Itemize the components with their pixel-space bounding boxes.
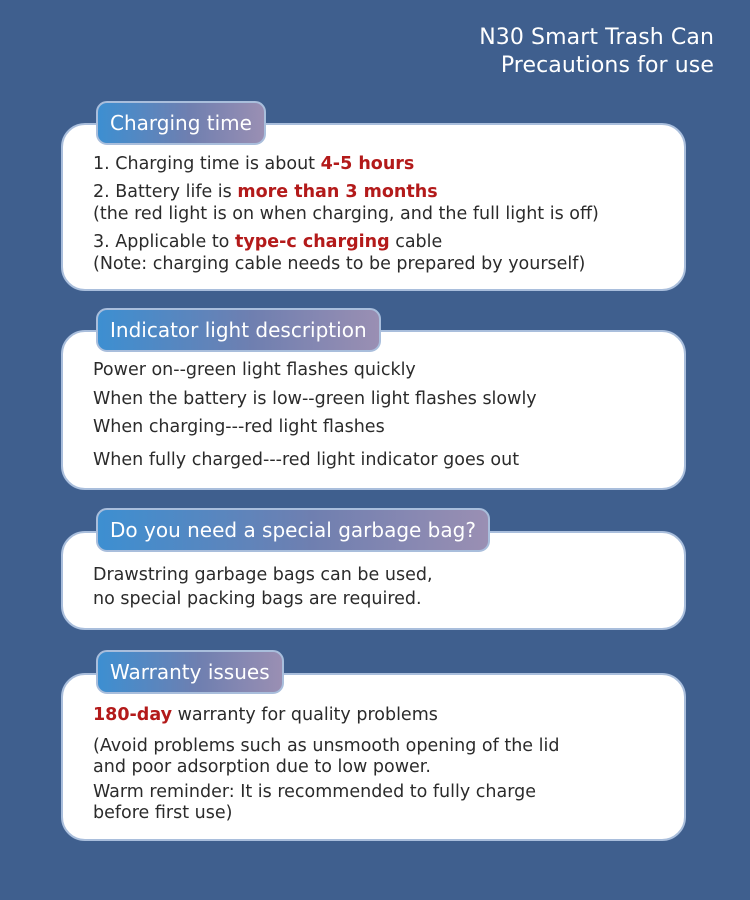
indicator-line-1: Power on--green light flashes quickly [93,360,416,380]
charging-line-4 [93,232,442,253]
garbage-line-1: Drawstring garbage bags can be used, [93,565,433,585]
charging-time-card [61,123,686,291]
indicator-light-card [61,330,686,490]
indicator-line-4: When fully charged---red light indicator goes out [93,450,520,470]
warranty-card [61,673,686,841]
warranty-line-1-highlight: 180-day [93,705,172,725]
section-heading-warranty: Warranty issues [96,650,284,694]
charging-line-1 [93,154,414,175]
charging-line-3: (the red light is on when charging, and the full light is off) [93,204,599,224]
warranty-line-1-text: warranty for quality problems [172,705,438,725]
indicator-line-2: When the battery is low--green light flashes slowly [93,389,537,409]
garbage-line-2: no special packing bags are required. [93,589,422,609]
charging-line-4-text: 3. Applicable to [93,232,235,252]
indicator-line-3: When charging---red light flashes [93,417,385,437]
charging-line-5: (Note: charging cable needs to be prepared by yourself) [93,254,586,274]
warranty-line-2: (Avoid problems such as unsmooth opening of the lid [93,736,560,756]
charging-line-2-text: 2. Battery life is [93,182,238,202]
charging-line-1-highlight: 4-5 hours [320,154,415,174]
header-title-line1: N30 Smart Trash Can [479,25,714,50]
section-heading-garbage-bag: Do you need a special garbage bag? [96,508,490,552]
page-header [479,24,714,80]
header-title-line2: Precautions for use [500,53,714,78]
section-heading-charging-time: Charging time [96,101,266,145]
warranty-line-1 [93,705,438,726]
charging-line-1-text: 1. Charging time is about [93,154,321,174]
warranty-line-4: Warm reminder: It is recommended to fully charge [93,782,536,802]
charging-line-2-highlight: more than 3 months [237,182,438,202]
charging-line-2 [93,182,438,203]
section-heading-indicator-light: Indicator light description [96,308,381,352]
charging-line-4-highlight: type-c charging [234,232,390,252]
charging-line-4-suffix: cable [389,232,443,252]
warranty-line-5: before first use) [93,803,233,823]
warranty-line-3: and poor adsorption due to low power. [93,757,431,777]
